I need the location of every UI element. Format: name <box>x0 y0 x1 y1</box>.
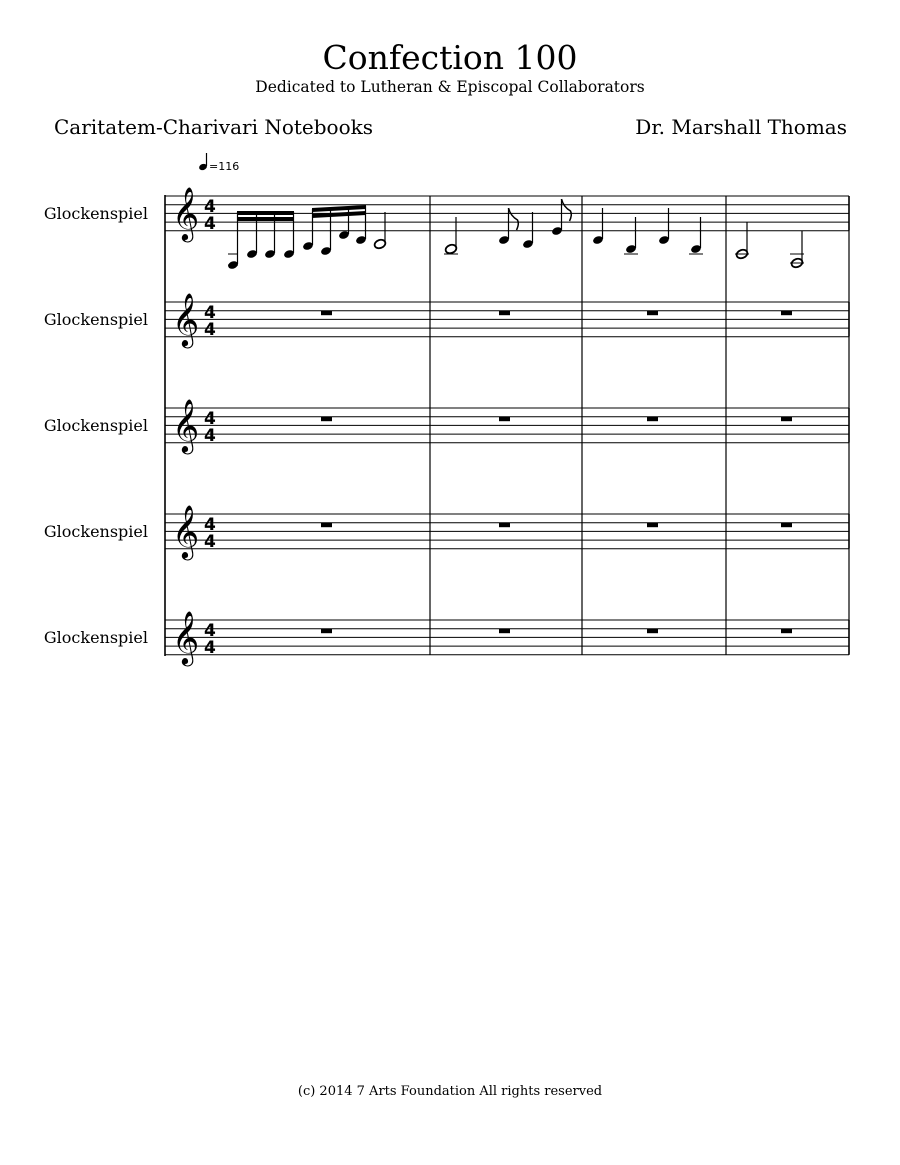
time-signature-numerator: 4 <box>204 515 216 535</box>
time-signature-denominator: 4 <box>204 532 216 552</box>
score-title: Confection 100 <box>322 38 578 77</box>
whole-rest-icon <box>321 523 332 528</box>
copyright-notice: (c) 2014 7 Arts Foundation All rights reserved <box>297 1084 603 1099</box>
staff-4 <box>165 504 849 560</box>
measure-4-notes <box>735 222 804 269</box>
whole-rest-icon <box>781 417 792 422</box>
time-signature-denominator: 4 <box>204 426 216 446</box>
time-signature-denominator: 4 <box>204 638 216 658</box>
whole-rest-icon <box>647 417 658 422</box>
sixteenth-group-1 <box>227 211 295 270</box>
whole-rest-icon <box>499 311 510 316</box>
time-signature-numerator: 4 <box>204 409 216 429</box>
time-signature-denominator: 4 <box>204 320 216 340</box>
instrument-label: Glockenspiel <box>43 522 148 541</box>
measure-2-notes <box>444 199 571 255</box>
staff-5 <box>165 610 849 666</box>
whole-rest-icon <box>647 311 658 316</box>
treble-clef-icon: 𝄞 <box>172 186 200 240</box>
score-subtitle: Dedicated to Lutheran & Episcopal Collaborators <box>255 78 645 96</box>
time-signature-numerator: 4 <box>204 303 216 323</box>
instrument-label: Glockenspiel <box>43 204 148 223</box>
instrument-label: Glockenspiel <box>43 628 148 647</box>
whole-rest-icon <box>647 523 658 528</box>
whole-rest-icon <box>781 629 792 634</box>
treble-clef-icon: 𝄞 <box>172 504 200 558</box>
whole-rest-icon <box>321 311 332 316</box>
instrument-label: Glockenspiel <box>43 416 148 435</box>
tempo-text: =116 <box>209 160 240 173</box>
treble-clef-icon: 𝄞 <box>172 610 200 664</box>
composer-credit: Dr. Marshall Thomas <box>635 115 847 139</box>
whole-rest-icon <box>781 311 792 316</box>
time-signature-numerator: 4 <box>204 197 216 217</box>
time-signature-numerator: 4 <box>204 621 216 641</box>
whole-rest-icon <box>647 629 658 634</box>
treble-clef-icon: 𝄞 <box>172 398 200 452</box>
staff-2 <box>165 292 849 348</box>
tempo-marking <box>198 153 239 173</box>
whole-rest-icon <box>499 417 510 422</box>
time-signature-denominator: 4 <box>204 214 216 234</box>
whole-rest-icon <box>321 417 332 422</box>
instrument-label: Glockenspiel <box>43 310 148 329</box>
whole-rest-icon <box>499 629 510 634</box>
whole-rest-icon <box>781 523 792 528</box>
staff-1-notes <box>227 199 804 270</box>
whole-rest-icon <box>321 629 332 634</box>
whole-rest-icon <box>499 523 510 528</box>
publisher-credit: Caritatem-Charivari Notebooks <box>54 115 374 139</box>
staff-3 <box>165 398 849 454</box>
treble-clef-icon: 𝄞 <box>172 292 200 346</box>
